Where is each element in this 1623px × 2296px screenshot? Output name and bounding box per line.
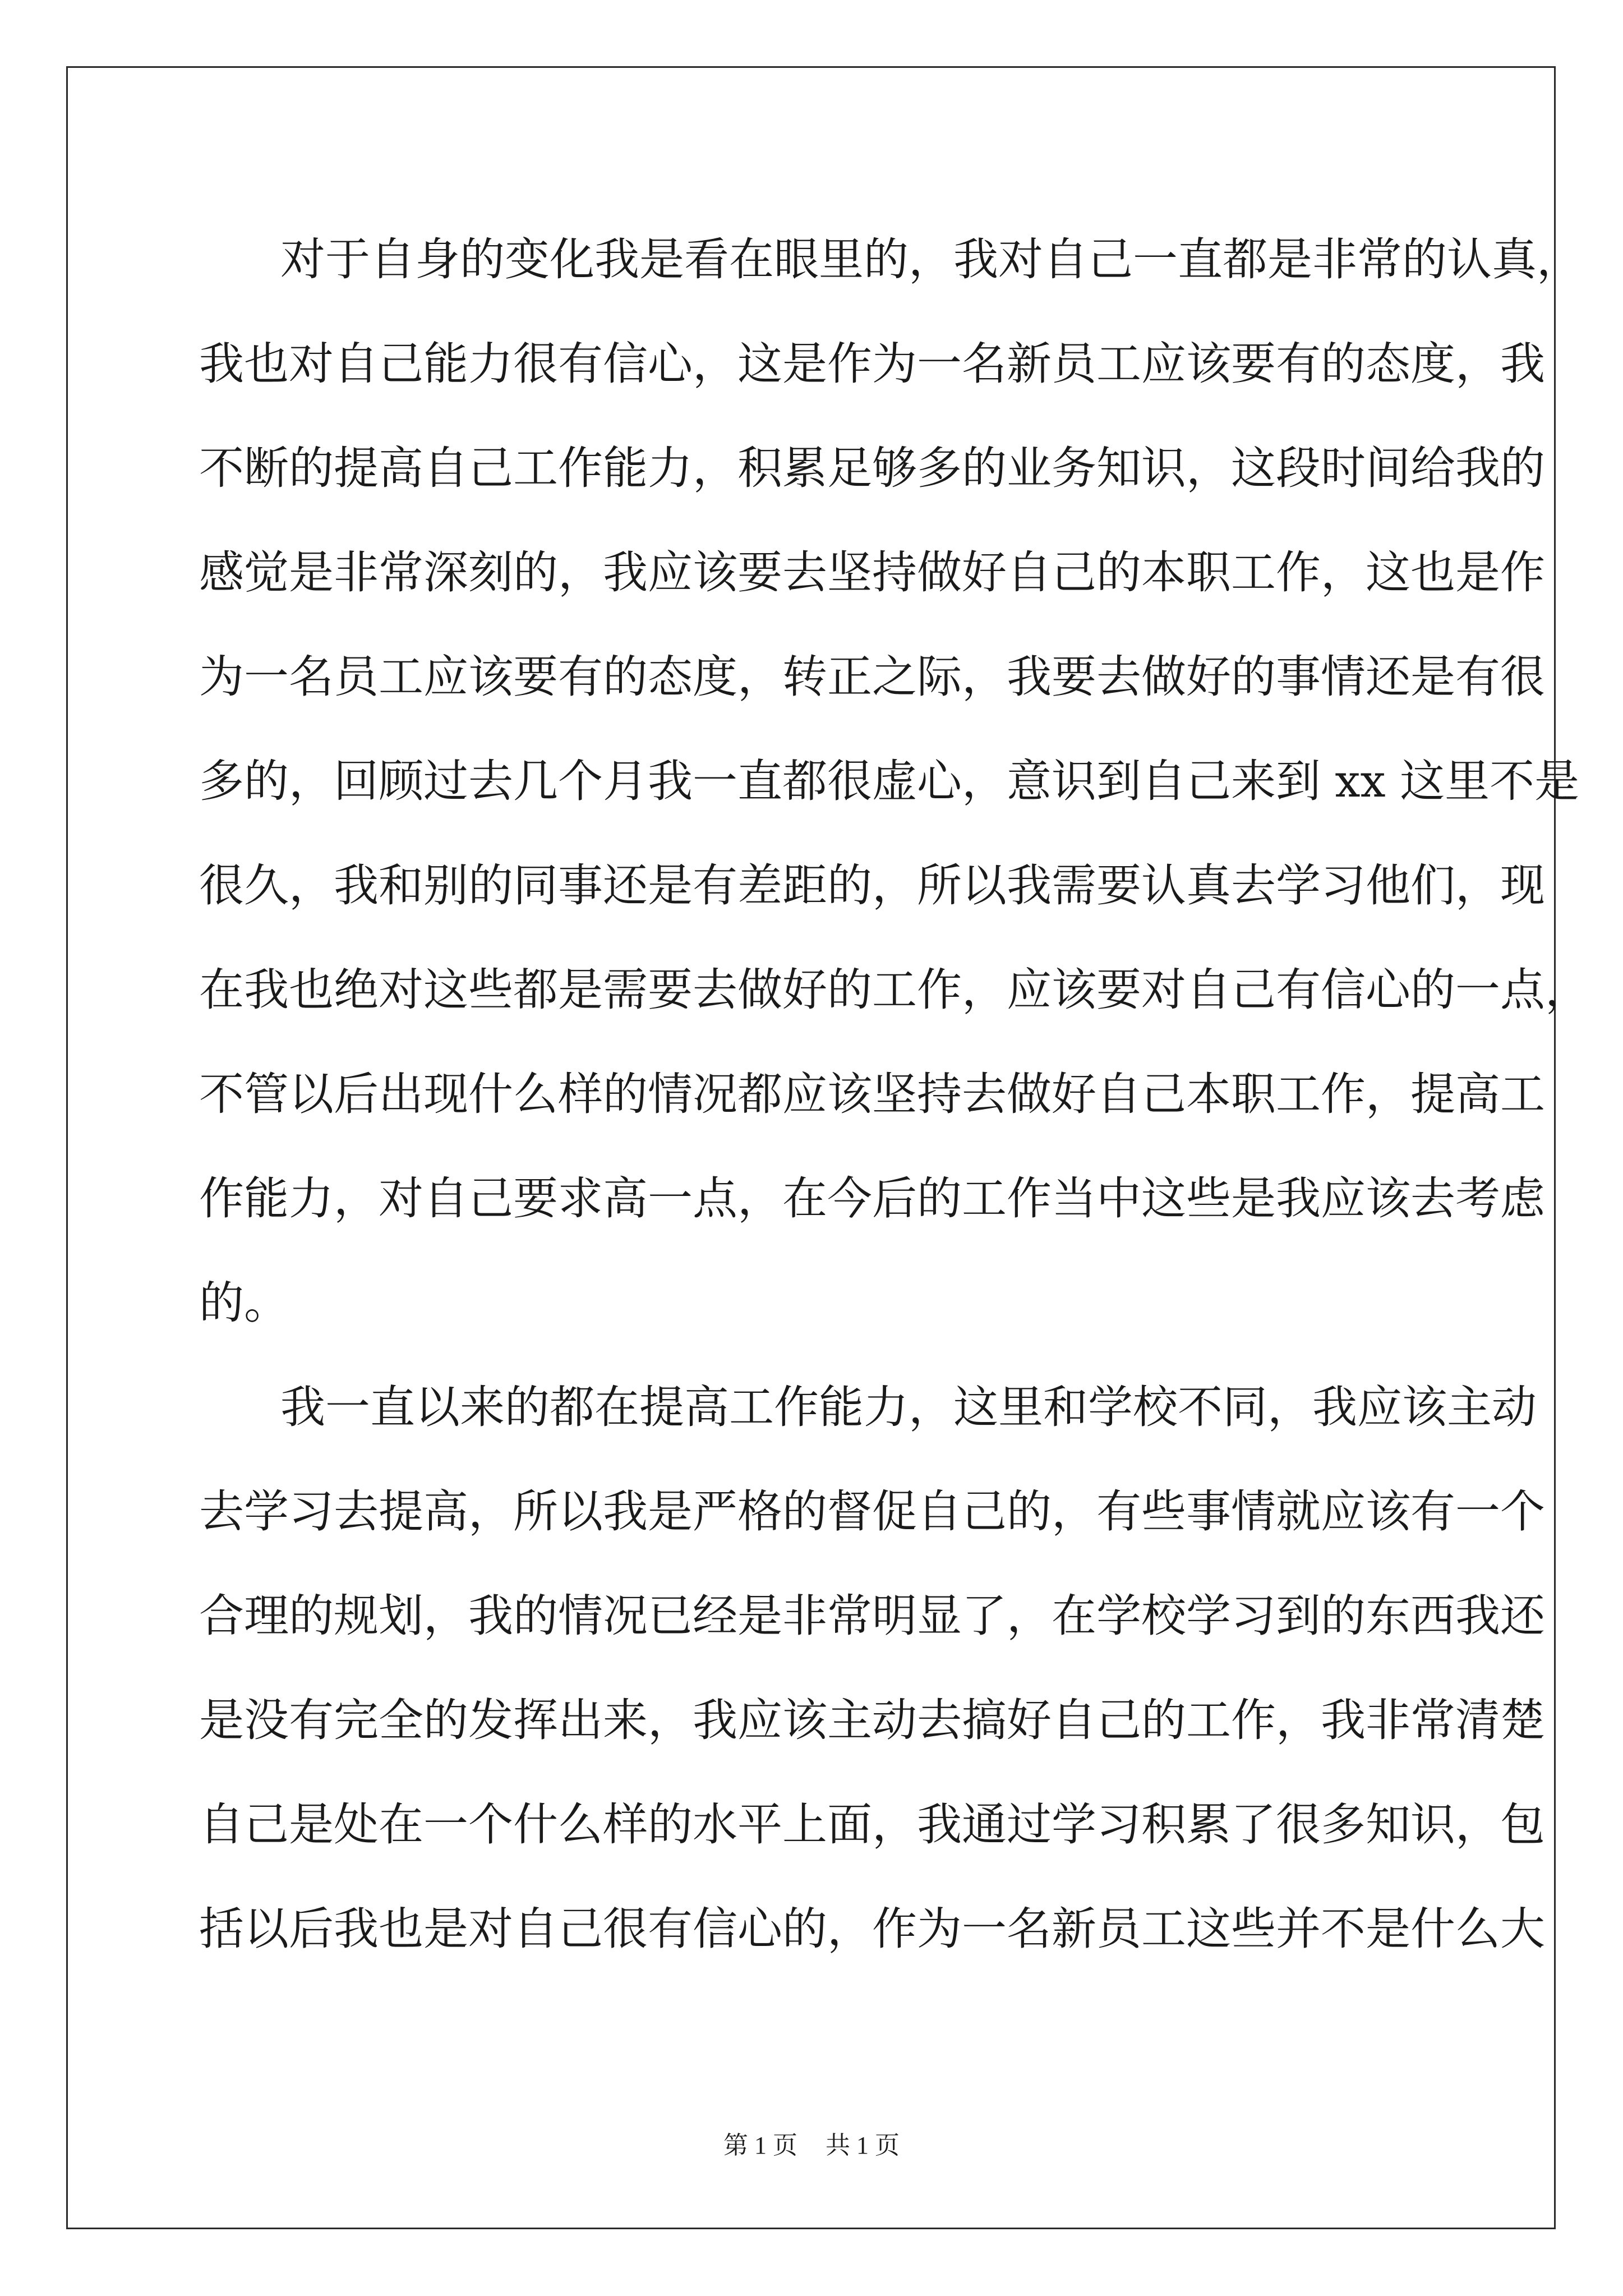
text-line: 是没有完全的发挥出来，我应该主动去搞好自己的工作，我非常清楚 [199, 1694, 1545, 1746]
text-line: 作能力，对自己要求高一点，在今后的工作当中这些是我应该去考虑 [199, 1172, 1545, 1225]
total-pages: 共 1 页 [826, 2132, 900, 2159]
text-line: 很久，我和别的同事还是有差距的，所以我需要认真去学习他们，现 [199, 859, 1545, 912]
text-line: 不管以后出现什么样的情况都应该坚持去做好自己本职工作，提高工 [199, 1068, 1545, 1120]
text-line: 合理的规划，我的情况已经是非常明显了，在学校学习到的东西我还 [199, 1590, 1545, 1642]
text-line: 感觉是非常深刻的，我应该要去坚持做好自己的本职工作，这也是作 [199, 546, 1545, 599]
text-line: 我也对自己能力很有信心，这是作为一名新员工应该要有的态度，我 [199, 338, 1545, 390]
text-line: 不断的提高自己工作能力，积累足够多的业务知识，这段时间给我的 [199, 442, 1545, 494]
text-line: 在我也绝对这些都是需要去做好的工作，应该要对自己有信心的一点， [199, 964, 1590, 1016]
text-line: 的。 [199, 1277, 289, 1329]
document-body [199, 208, 1590, 1981]
text-line: 去学习去提高，所以我是严格的督促自己的，有些事情就应该有一个 [199, 1485, 1545, 1538]
text-line: 自己是处在一个什么样的水平上面，我通过学习积累了很多知识，包 [199, 1798, 1545, 1851]
text-line: 对于自身的变化我是看在眼里的，我对自己一直都是非常的认真， [280, 233, 1581, 286]
text-line: 多的，回顾过去几个月我一直都很虚心，意识到自己来到 xx 这里不是 [199, 755, 1580, 807]
paragraph-1 [199, 208, 1590, 1355]
text-line: 括以后我也是对自己很有信心的，作为一名新员工这些并不是什么大 [199, 1903, 1545, 1955]
page-footer [0, 2129, 1623, 2162]
text-line: 为一名员工应该要有的态度，转正之际，我要去做好的事情还是有很 [199, 651, 1545, 703]
paragraph-2 [199, 1355, 1545, 1981]
page-number: 第 1 页 [723, 2132, 797, 2159]
text-line: 我一直以来的都在提高工作能力，这里和学校不同，我应该主动 [280, 1381, 1537, 1433]
